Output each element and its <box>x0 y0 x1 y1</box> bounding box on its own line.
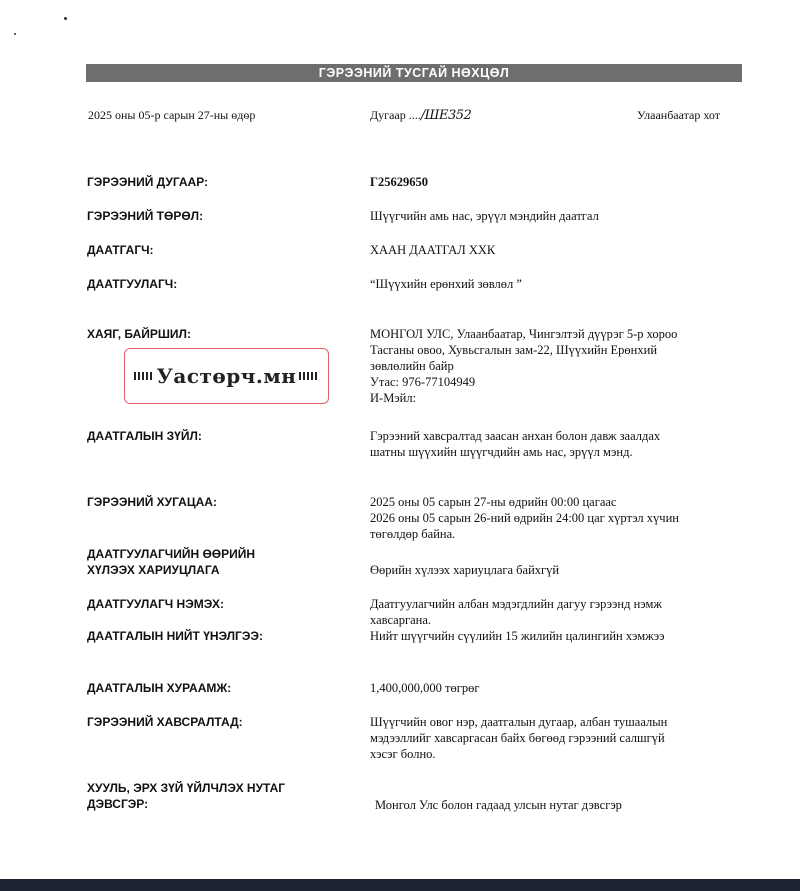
field-value-jurisdiction: Монгол Улс болон гадаад улсын нутаг дэвсгэр <box>375 798 622 812</box>
contract-number-prefix: Дугаар .... <box>370 108 421 122</box>
contract-city: Улаанбаатар хот <box>637 108 720 122</box>
field-value-total-valuation: Нийт шүүгчийн сүүлийн 15 жилийн цалингийн хэмжээ <box>370 629 665 643</box>
field-label-contract-period: ГЭРЭЭНИЙ ХУГАЦАА: <box>87 495 217 509</box>
field-label-address: ХАЯГ, БАЙРШИЛ: <box>87 327 191 341</box>
handwritten-number: /ШЕ352 <box>420 108 472 123</box>
contract-date: 2025 оны 05-р сарын 27-ны өдөр <box>88 108 256 122</box>
field-label-jurisdiction: ХУУЛЬ, ЭРХ ЗҮЙ ҮЙЛЧЛЭХ НУТАГ ДЭВСГЭР: <box>87 781 286 811</box>
bottom-edge-bar <box>0 879 800 891</box>
watermark-text: Уастөрч.мн <box>156 364 297 388</box>
document-title: ГЭРЭЭНИЙ ТУСГАЙ НӨХЦӨЛ <box>86 64 742 82</box>
field-label-insurance-subject: ДААТГАЛЫН ЗҮЙЛ: <box>87 429 202 443</box>
field-value-own-liability: Өөрийн хүлээх хариуцлага байхгүй <box>370 563 560 577</box>
field-label-add-insured: ДААТГУУЛАГЧ НЭМЭХ: <box>87 597 224 611</box>
field-value-contract-number: Г25629650 <box>370 175 428 189</box>
field-value-insurance-subject: Гэрээний хавсралтад заасан анхан болон давж заалдах шатны шүүхийн шүүгчдийн амь нас, эрүүл мэнд. <box>370 429 661 459</box>
field-label-appendix: ГЭРЭЭНИЙ ХАВСРАЛТАД: <box>87 715 243 729</box>
field-label-own-liability: ДААТГУУЛАГЧИЙН ӨӨРИЙН ХҮЛЭЭХ ХАРИУЦЛАГА <box>87 547 256 577</box>
field-value-appendix: Шүүгчийн овог нэр, даатгалын дугаар, албан тушаалын мэдээллийг хавсаргасан байх бөгөөд гэрээний салшгүй хэсэг болно. <box>370 715 668 761</box>
field-value-insurer: ХААН ДААТГАЛ ХХК <box>370 243 496 257</box>
field-value-contract-type: Шүүгчийн амь нас, эрүүл мэндийн даатгал <box>370 209 599 223</box>
field-value-add-insured: Даатгуулагчийн албан мэдэгдлийн дагуу гэрээнд нэмж хавсаргана. <box>370 597 663 627</box>
field-label-insurer: ДААТГАГЧ: <box>87 243 154 257</box>
field-label-insured: ДААТГУУЛАГЧ: <box>87 277 178 291</box>
scan-speck <box>64 17 67 20</box>
field-label-contract-type: ГЭРЭЭНИЙ ТӨРӨЛ: <box>87 209 204 223</box>
logo-ornament-left <box>134 372 154 380</box>
field-label-total-valuation: ДААТГАЛЫН НИЙТ ҮНЭЛГЭЭ: <box>87 629 263 643</box>
logo-ornament-right <box>299 372 319 380</box>
field-value-premium: 1,400,000,000 төгрөг <box>370 681 480 695</box>
field-value-contract-period: 2025 оны 05 сарын 27-ны өдрийн 00:00 цагаас 2026 оны 05 сарын 26-ний өдрийн 24:00 цаг хүртэл хүчин төгөлдөр байна. <box>370 495 679 541</box>
field-value-insured: “Шүүхийн ерөнхий зөвлөл ” <box>370 277 522 291</box>
contract-number <box>370 108 471 123</box>
scan-speck <box>14 33 16 35</box>
field-label-contract-number: ГЭРЭЭНИЙ ДУГААР: <box>87 175 209 189</box>
field-value-address: МОНГОЛ УЛС, Улаанбаатар, Чингэлтэй дүүрэг 5-р хороо Тасганы овоо, Хувьсгалын зам-22, Шүүхийн Ерөнхий зөвлөлийн байр Утас: 976-77104949 И-Мэйл: <box>370 327 678 405</box>
field-label-premium: ДААТГАЛЫН ХУРААМЖ: <box>87 681 232 695</box>
watermark-logo <box>124 348 329 404</box>
